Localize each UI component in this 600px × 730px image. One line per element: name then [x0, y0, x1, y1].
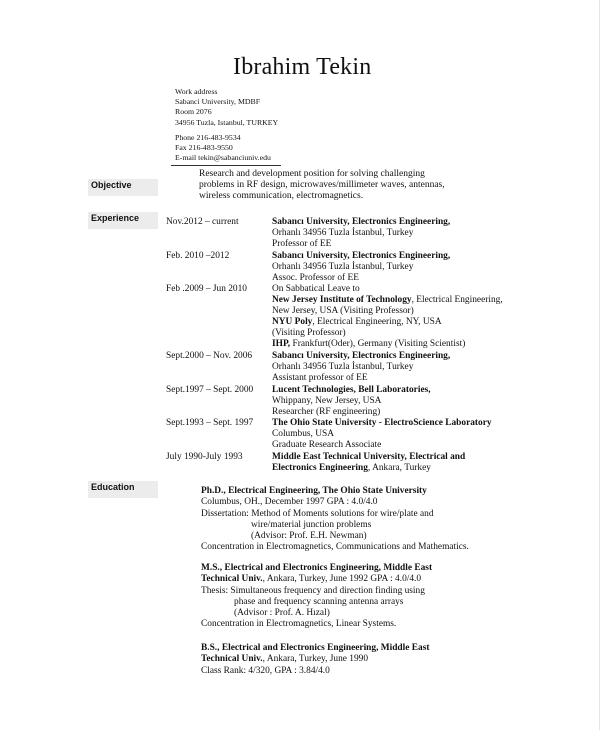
experience-date: Sept.1993 – Sept. 1997	[166, 418, 254, 428]
employer-line	[272, 295, 572, 306]
employer: Sabancı University, Electronics Engineering,	[272, 351, 451, 361]
institution: Technical Univ.	[201, 654, 263, 665]
note: On Sabbatical Leave to	[272, 284, 360, 294]
fax-line: Fax 216-483-9550	[175, 143, 233, 153]
email-line: E-mail tekin@sabanciuniv.edu	[175, 153, 271, 163]
experience-entry	[272, 418, 572, 451]
degree-detail: Dissertation: Method of Moments solutions for wire/plate and	[201, 508, 434, 519]
location: Columbus, USA	[272, 429, 334, 439]
resume-name: Ibrahim Tekin	[233, 54, 372, 80]
employer-line	[272, 339, 572, 350]
location: Frankfurt(Oder), Germany (Visiting Scientist)	[290, 339, 466, 349]
role: Assistant professor of EE	[272, 373, 368, 383]
objective-line: wireless communication, electromagnetics.	[199, 191, 364, 201]
experience-date: Sept.2000 – Nov. 2006	[166, 351, 253, 361]
institution: Technical Univ.	[201, 574, 263, 585]
education-label: Education	[88, 481, 158, 498]
employer: Middle East Technical University, Electrical and	[272, 452, 466, 462]
contact-line: Sabanci University, MDBF	[175, 97, 261, 107]
degree-detail: , Ankara, Turkey, June 1990	[262, 654, 369, 665]
experience-entry	[272, 351, 572, 384]
degree-detail: Class Rank: 4/320, GPA : 3.84/4.0	[201, 665, 330, 676]
role: Graduate Research Associate	[272, 440, 382, 450]
degree-detail	[201, 654, 501, 665]
education-bs	[201, 643, 501, 677]
department: , Electrical Engineering,	[411, 295, 503, 305]
objective-line: problems in RF design, microwaves/millimeter waves, antennas,	[199, 180, 445, 190]
degree-detail: phase and frequency scanning antenna arrays	[234, 596, 404, 607]
department: Electronics Engineering	[272, 463, 368, 473]
education-ms	[201, 563, 501, 631]
degree-detail: Concentration in Electromagnetics, Linear Systems.	[201, 619, 397, 630]
location: New Jersey, USA (Visiting Professor)	[272, 306, 414, 316]
employer: Lucent Technologies, Bell Laboratories,	[272, 385, 431, 395]
degree-detail	[201, 574, 501, 585]
contact-line: Room 2076	[175, 107, 212, 117]
employer: Sabancı University, Electronics Engineering,	[272, 217, 451, 227]
employer: IHP,	[272, 339, 291, 349]
experience-entry	[272, 385, 572, 418]
location: Whippany, New Jersey, USA	[272, 396, 382, 406]
location: , Ankara, Turkey	[367, 463, 431, 473]
header-divider	[171, 165, 281, 166]
education-phd	[201, 486, 501, 554]
employer: Sabancı University, Electronics Engineering,	[272, 251, 451, 261]
location: Orhanlı 34956 Tuzla İstanbul, Turkey	[272, 362, 414, 372]
employer-line	[272, 317, 572, 328]
objective-text	[199, 169, 499, 202]
employer: New Jersey Institute of Technology	[272, 295, 412, 305]
degree-title: M.S., Electrical and Electronics Engineering, Middle East	[201, 563, 433, 573]
employer-line	[272, 463, 572, 474]
experience-date: Feb. 2010 –2012	[166, 251, 230, 261]
contact-line: Work address	[175, 87, 218, 96]
degree-title: Ph.D., Electrical Engineering, The Ohio State University	[201, 486, 427, 496]
degree-detail: Thesis: Simultaneous frequency and direction finding using	[201, 585, 425, 596]
contact-line: 34956 Tuzla, Istanbul, TURKEY	[175, 117, 279, 127]
experience-date: Nov.2012 – current	[166, 217, 239, 227]
experience-date: Sept.1997 – Sept. 2000	[166, 385, 254, 395]
experience-entry	[272, 284, 572, 350]
experience-entry	[272, 452, 572, 474]
experience-entry	[272, 251, 572, 284]
contact-block	[175, 87, 278, 163]
degree-detail: Concentration in Electromagnetics, Communications and Mathematics.	[201, 542, 469, 553]
role: Professor of EE	[272, 239, 332, 249]
phone-line: Phone 216-483-9534	[175, 132, 241, 142]
degree-detail: (Advisor: Prof. E.H. Newman)	[251, 531, 367, 542]
degree-detail: , Ankara, Turkey, June 1992 GPA : 4.0/4.0	[262, 574, 422, 585]
location: Orhanlı 34956 Tuzla İstanbul, Turkey	[272, 228, 414, 238]
degree-title: B.S., Electrical and Electronics Engineering, Middle East	[201, 643, 430, 653]
objective-label: Objective	[88, 179, 158, 196]
role: Researcher (RF engineering)	[272, 407, 381, 417]
department: , Electrical Engineering, NY, USA	[312, 317, 442, 327]
degree-detail: (Advisor : Prof. A. Hızal)	[234, 608, 330, 619]
location: Orhanlı 34956 Tuzla İstanbul, Turkey	[272, 262, 414, 272]
objective-line: Research and development position for solving challenging	[199, 169, 425, 179]
experience-label: Experience	[88, 212, 158, 229]
experience-date: Feb .2009 – Jun 2010	[166, 284, 247, 294]
experience-date: July 1990-July 1993	[166, 452, 243, 462]
experience-entry	[272, 217, 572, 250]
degree-detail: wire/material junction problems	[251, 519, 372, 530]
role: Assoc. Professor of EE	[272, 273, 359, 283]
degree-detail: Columbus, OH., December 1997 GPA : 4.0/4.0	[201, 497, 378, 508]
employer: The Ohio State University - ElectroScience Laboratory	[272, 418, 492, 428]
role: (Visiting Professor)	[272, 328, 346, 338]
employer: NYU Poly	[272, 317, 313, 327]
